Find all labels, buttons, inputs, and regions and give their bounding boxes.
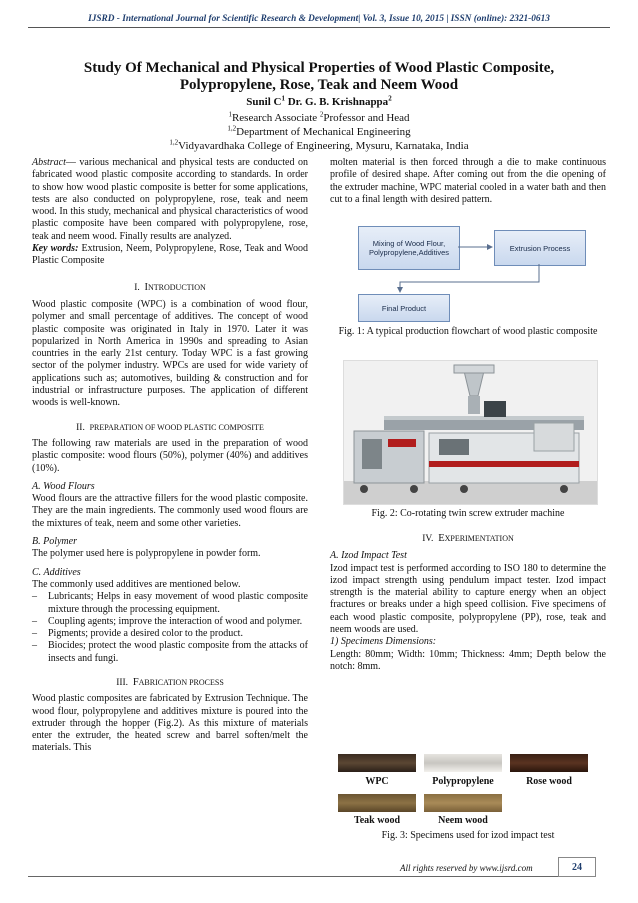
dash: – — [32, 640, 37, 652]
section-2-heading — [32, 422, 308, 434]
dash: – — [32, 591, 37, 603]
abstract — [32, 157, 308, 243]
sec3-rest: ABRICATION PROCESS — [138, 677, 224, 687]
list-item — [32, 628, 308, 640]
affiliation-1 — [28, 112, 610, 124]
abstract-label: Abstract — [32, 157, 66, 168]
sub-1-heading: 1) Specimens Dimensions: — [330, 636, 437, 648]
authors — [28, 96, 610, 108]
extruder-machine-illustration — [344, 361, 597, 504]
keywords-text: Extrusion, Neem, Polypropylene, Rose, Teak and Wood Plastic Composite — [32, 243, 308, 267]
specimen-label-neem-wood: Neem wood — [438, 815, 488, 826]
keywords — [32, 243, 308, 268]
author-2: Dr. G. B. Krishnappa — [284, 96, 389, 108]
specimen-label-teak-wood: Teak wood — [353, 815, 401, 826]
section-3-heading — [32, 677, 308, 689]
fig3-caption: Fig. 3: Specimens used for izod impact test — [381, 830, 555, 841]
author-2-sup: 2 — [388, 94, 392, 103]
flow-box-final-product: Final Product — [358, 294, 450, 322]
author-1-sup: 1 — [281, 94, 285, 103]
aff2-sup: 1,2 — [227, 124, 237, 133]
sec3-num: III. — [116, 677, 129, 688]
list-item — [32, 616, 308, 628]
title-line-2: Polypropylene, Rose, Teak and Neem Wood — [179, 77, 459, 93]
journal-header: IJSRD - International Journal for Scientific Research & Development| Vol. 3, Issue 10, 2015 | ISSN (online): 2321-0613 — [88, 14, 550, 24]
wood-flours-paragraph: Wood flours are the attractive fillers for the wood plastic composite. They are the main ingredients. The commonly used wood flours are the mixtures of teak, neem and some other varieties. — [32, 493, 308, 529]
dash: – — [32, 615, 37, 627]
footer-rule — [28, 876, 558, 877]
section-1-heading — [32, 282, 308, 294]
additive-text: Pigments; provide a desired color to the product. — [48, 628, 243, 640]
molten-paragraph: molten material is then forced through a die to make continuous profile of desired shape. After coming out from the die opening of the extruder machine, WPC material cooled in a water bath and then cut to a final length with desired pattern. — [330, 157, 606, 205]
arrow-extrusion-to-final — [400, 264, 539, 292]
aff2-text: Department of Mechanical Engineering — [236, 126, 411, 138]
polymer-paragraph: The polymer used here is polypropylene in powder form. — [32, 548, 261, 560]
intro-paragraph: Wood plastic composite (WPC) is a combination of wood flour, polymer and small percentage of additives. The concept of wood plastic composite was originated in Italy in 1970. Later it was popularized in North America in 1990s and spreading to Asian countries in the early 21st century. Today WPC is a fast growing sector of the polymer industry. WPCs are used for wide variety of applications such as; automotives, building & construction and for industrial or infrastructure purposes. The application of different woods is well-known. — [32, 298, 308, 409]
affiliation-2 — [28, 126, 610, 138]
sec2-num: II. — [76, 422, 85, 433]
aff3-text: Vidyavardhaka College of Engineering, Mysuru, Karnataka, India — [178, 140, 469, 152]
footer-rights — [400, 863, 533, 873]
aff3-sup: 1,2 — [169, 138, 179, 147]
footer-rights-text: All rights reserved by — [400, 863, 480, 873]
right-column-top — [330, 157, 606, 206]
list-item — [32, 640, 308, 665]
additive-text: Biocides; protect the wood plastic composite from the attacks of insects and fungi. — [48, 640, 308, 664]
sub-a-izod-heading: A. Izod Impact Test — [330, 550, 407, 562]
dash: – — [32, 628, 37, 640]
fig1-caption: Fig. 1: A typical production flowchart of wood plastic composite — [338, 326, 598, 337]
sec4-rest: XPERIMENTATION — [444, 534, 514, 543]
sub-c-heading: C. Additives — [32, 566, 81, 578]
sec4-first: E — [438, 533, 445, 544]
flow-box-extrusion: Extrusion Process — [494, 230, 586, 266]
sec1-rest: NTRODUCTION — [148, 282, 206, 292]
izod-paragraph: Izod impact test is performed according to ISO 180 to determine the izod impact strength using pendulum impact tester. Izod impact strength is the material ability to capture energy when an object fractures or breaks under a high speed collision. Five specimens of each wood plastic composite, polypropylene (PP), rose, teak and neem woods are used. — [330, 562, 606, 636]
author-1: Sunil C — [246, 96, 282, 108]
sub-a-heading: A. Wood Flours — [32, 480, 95, 492]
flow-box-mixing: Mixing of Wood Flour, Polypropylene,Additives — [358, 226, 460, 270]
abstract-text: — various mechanical and physical tests are conducted on fabricated wood plastic composite according to standards. In order to show how wood plastic composite is better for some applications, tests are also conducted on polypropylene, rose, teak and neem wood. In this study, mechanical and physical characteristics of wood plastic composite have been compared with polypropylene, rose, teak and neem wood. Finally results are analyzed. — [32, 157, 308, 242]
sec4-num: IV. — [422, 534, 434, 544]
aff1-text: Research Associate — [231, 112, 320, 124]
paper-title — [28, 60, 610, 94]
page-number: 24 — [558, 857, 596, 877]
sec1-num: I. — [134, 282, 140, 293]
left-column — [32, 157, 308, 755]
specimen-wpc — [338, 754, 416, 772]
fabrication-paragraph: Wood plastic composites are fabricated by Extrusion Technique. The wood flour, polypropylene and additives mixture is poured into the extruder through the hopper (Fig.2). As this mixture of materials enter the extruder, the heated screw and barrel soften/melt the materials. This — [32, 693, 308, 754]
right-column-bottom — [330, 533, 606, 673]
sec2-title: PREPARATION OF WOOD PLASTIC COMPOSITE — [89, 422, 264, 432]
aff1-sup: 1 — [228, 110, 232, 119]
specimen-teak-wood — [338, 794, 416, 812]
additives-list — [32, 591, 308, 665]
footer-site-link[interactable]: www.ijsrd.com — [479, 863, 533, 873]
specimen-polypropylene — [424, 754, 502, 772]
section-4-heading — [330, 533, 606, 545]
specimen-label-wpc: WPC — [365, 776, 389, 787]
affiliation-3 — [28, 140, 610, 152]
flow-arrows — [340, 220, 600, 330]
specimen-label-polypropylene: Polypropylene — [432, 776, 494, 787]
dimensions-paragraph: Length: 80mm; Width: 10mm; Thickness: 4mm; Depth below the notch: 8mm. — [330, 648, 606, 672]
list-item — [32, 591, 308, 616]
keywords-label: Key words: — [32, 243, 79, 255]
sec1-first: I — [144, 281, 148, 293]
fig2-caption: Fig. 2: Co-rotating twin screw extruder machine — [371, 508, 565, 519]
sub-b-heading: B. Polymer — [32, 536, 77, 548]
specimen-label-rose-wood: Rose wood — [526, 776, 572, 787]
specimen-rose-wood — [510, 754, 588, 772]
aff1b-text: Professor and Head — [323, 112, 410, 124]
sec3-first: F — [132, 676, 139, 688]
title-line-1: Study Of Mechanical and Physical Properties of Wood Plastic Composite, — [83, 60, 555, 76]
header-rule — [28, 27, 610, 28]
specimen-neem-wood — [424, 794, 502, 812]
additives-intro: The commonly used additives are mentioned below. — [32, 578, 241, 590]
extruder-machine-photo — [343, 360, 598, 505]
aff1b-sup: 2 — [319, 110, 324, 119]
additive-text: Lubricants; Helps in easy movement of wood plastic composite mixture through the processing equipment. — [48, 591, 308, 615]
additive-text: Coupling agents; improve the interaction of wood and polymer. — [48, 615, 303, 627]
prep-paragraph: The following raw materials are used in the preparation of wood plastic composite: wood flours (50%), polymer (40%) and additives (10%). — [32, 437, 308, 474]
